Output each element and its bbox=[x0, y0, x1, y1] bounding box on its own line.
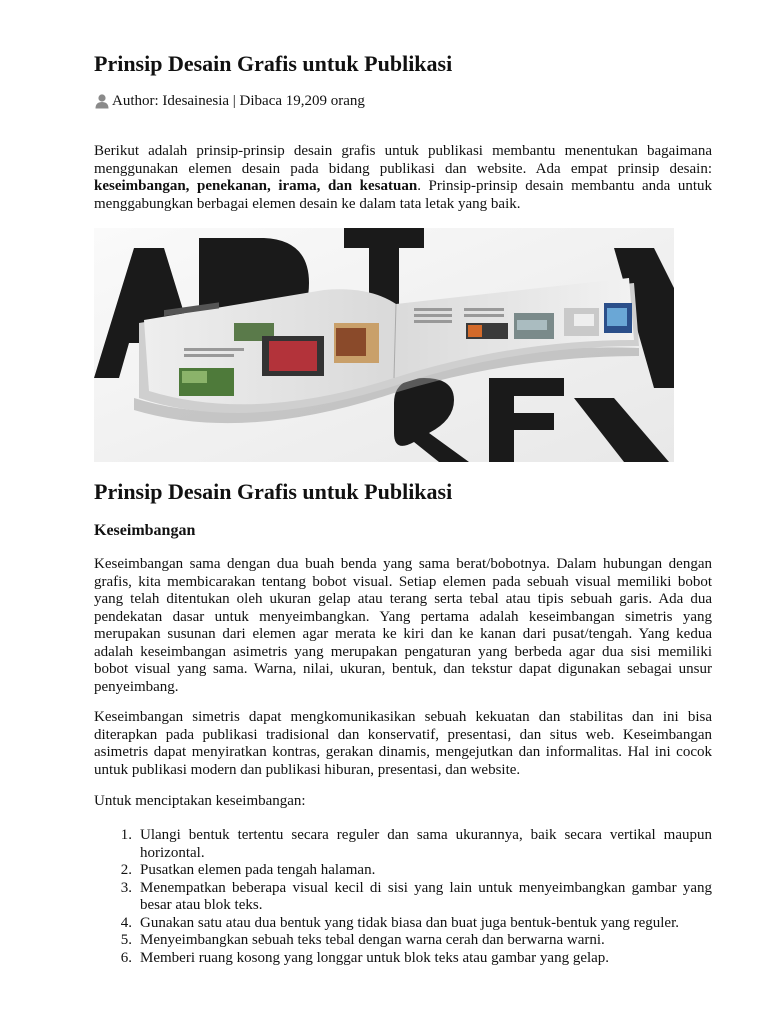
author-text: Author: Idesainesia | Dibaca 19,209 orang bbox=[112, 93, 365, 109]
list-item bbox=[94, 880, 712, 915]
intro-text-end: . Prinsip-prinsip desain membantu anda untuk menggabungkan berbagai elemen desain ke dalam tata letak yang baik. bbox=[94, 178, 713, 212]
body-paragraph: Keseimbangan simetris dapat mengkomunikasikan sebuah kekuatan dan stabilitas dan ini bisa diterapkan pada publikasi tradisional dan konservatif, presentasi, dan situs web. Keseimbangan asimetris dapat menyiratkan kontras, gerakan dinamis, mengejutkan dan informalitas. Hal ini cocok untuk publikasi modern dan publikasi hiburan, presentasi, dan website. bbox=[94, 709, 712, 778]
list-number: 2. bbox=[120, 862, 132, 878]
list-item bbox=[94, 932, 712, 950]
list-item-text: Memberi ruang kosong yang longgar untuk blok teks atau gambar yang gelap. bbox=[140, 949, 610, 966]
list-number: 4. bbox=[120, 914, 132, 931]
subsection-title: Keseimbangan bbox=[94, 522, 196, 539]
list-item-text: Gunakan satu atau dua bentuk yang tidak biasa dan buat juga bentuk-bentuk yang reguler. bbox=[140, 914, 680, 931]
body-paragraph: Keseimbangan sama dengan dua buah benda yang sama berat/bobotnya. Dalam hubungan dengan grafis, kita membicarakan tentang bobot visual. Setiap elemen pada sebuah visual memiliki bobot yang telah ditentukan oleh ukuran gelap atau terang serta tebal atau tipis sebuah garis. Ada dua pendekatan dasar untuk menyeimbangkan. Yang pertama adalah keseimbangan simetris yang merupakan susunan dari elemen agar merata ke kiri dan ke kanan dari pusat/tengah. Yang kedua adalah keseimbangan asimetris yang merupakan pengaturan yang berbeda agar dua sisi memiliki bobot visual yang sama. Warna, nilai, ukuran, bentuk, dan tekstur dapat digunakan sebagai unsur penyeimbang. bbox=[94, 556, 712, 695]
list-item-text: Pusatkan elemen pada tengah halaman. bbox=[140, 862, 376, 878]
page-title: Prinsip Desain Grafis untuk Publikasi bbox=[94, 51, 453, 76]
list-item-text: Ulangi bentuk tertentu secara reguler dan sama ukurannya, baik secara vertikal maupun horizontal. bbox=[140, 827, 712, 861]
balance-steps-list bbox=[94, 827, 712, 967]
author-meta bbox=[94, 92, 365, 110]
list-number: 1. bbox=[120, 827, 132, 843]
list-intro: Untuk menciptakan keseimbangan: bbox=[94, 793, 306, 809]
list-item bbox=[94, 862, 712, 880]
list-item-text: Menempatkan beberapa visual kecil di sisi yang lain untuk menyeimbangkan gambar yang besar atau blok teks. bbox=[140, 879, 712, 913]
list-number: 3. bbox=[120, 879, 132, 896]
open-book-photo bbox=[94, 228, 674, 462]
list-item bbox=[94, 827, 712, 862]
list-item bbox=[94, 950, 712, 968]
user-icon bbox=[94, 93, 110, 109]
list-item bbox=[94, 915, 712, 933]
section-title: Prinsip Desain Grafis untuk Publikasi bbox=[94, 479, 453, 504]
intro-paragraph bbox=[94, 143, 712, 213]
intro-text: Berikut adalah prinsip-prinsip desain grafis untuk publikasi membantu menentukan bagaimana menggunakan elemen desain pada bidang publikasi dan website. Ada empat prinsip desain: bbox=[94, 143, 712, 177]
list-item-text: Menyeimbangkan sebuah teks tebal dengan warna cerah dan berwarna warni. bbox=[140, 932, 605, 948]
intro-bold-principles: keseimbangan, penekanan, irama, dan kesatuan bbox=[94, 178, 418, 194]
list-number: 6. bbox=[120, 949, 132, 966]
hero-book-image bbox=[94, 228, 674, 462]
list-number: 5. bbox=[120, 932, 132, 948]
